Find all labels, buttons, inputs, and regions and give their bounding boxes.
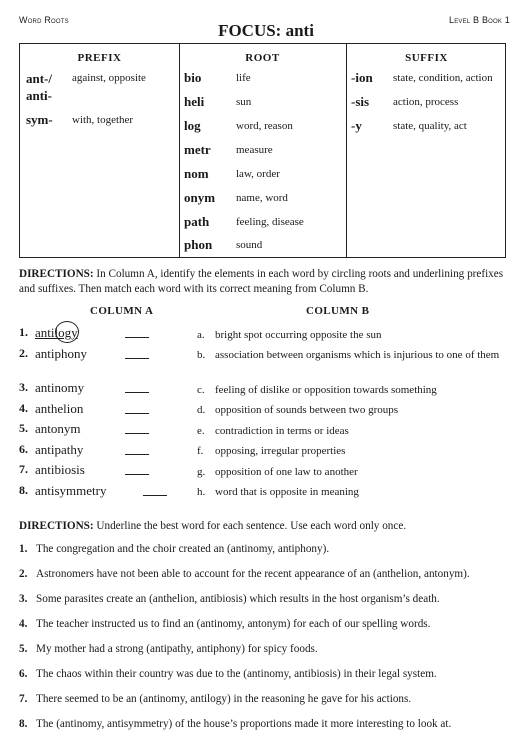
column-b-header: COLUMN B	[306, 305, 370, 317]
item-letter: g.	[197, 466, 206, 478]
sentence-text: Astronomers have not been able to account for the recent appearance of an (anthelion, antonym).	[36, 568, 470, 580]
table-divider	[179, 44, 180, 257]
root-header: ROOT	[245, 52, 280, 64]
root-part: path	[184, 214, 210, 229]
sentence-number: 6.	[19, 668, 28, 680]
root-part: phon	[184, 237, 213, 252]
answer-blank[interactable]	[125, 380, 149, 393]
definition: opposition of sounds between two groups	[215, 404, 399, 416]
answer-blank[interactable]	[143, 483, 167, 496]
sentence-number: 4.	[19, 618, 28, 630]
column-a-header: COLUMN A	[90, 305, 154, 317]
prefix-header: PREFIX	[77, 52, 122, 64]
prefix-meaning: with, together	[72, 114, 134, 126]
root-part: metr	[184, 142, 211, 157]
root-meaning: life	[236, 72, 251, 84]
item-number: 1.	[19, 325, 28, 339]
item-letter: a.	[197, 329, 205, 341]
sentence-text: The chaos within their country was due to the (antinomy, antibiosis) in their legal system.	[36, 668, 437, 680]
item-letter: e.	[197, 425, 205, 437]
word: antisymmetry	[35, 483, 107, 498]
item-letter: f.	[197, 445, 204, 457]
worksheet-series-label: Word Roots	[19, 15, 69, 25]
root-part: heli	[184, 94, 205, 109]
sentence-number: 5.	[19, 643, 28, 655]
sentence-text: There seemed to be an (antinomy, antilogy) in the reasoning he gave for his actions.	[36, 693, 412, 705]
word: antibiosis	[35, 462, 85, 477]
directions-text: Underline the best word for each sentence. Use each word only once.	[93, 520, 407, 532]
prefix-part: ant-/ anti-	[26, 71, 52, 103]
sentence-number: 2.	[19, 568, 28, 580]
sentence-number: 8.	[19, 718, 28, 730]
sentence-text: The (antinomy, antisymmetry) of the house’s proportions made it more interesting to look at.	[36, 718, 452, 730]
word: antiphony	[35, 346, 87, 361]
answer-blank[interactable]	[125, 421, 149, 434]
root-circle-mark	[55, 321, 79, 343]
answer-blank[interactable]	[125, 442, 149, 455]
suffix-header: SUFFIX	[405, 52, 448, 64]
root-meaning: feeling, disease	[236, 216, 304, 228]
matching-directions	[19, 267, 509, 297]
item-number: 5.	[19, 421, 28, 435]
definition: association between organisms which is injurious to one of them	[215, 349, 500, 361]
sentence-text: The congregation and the choir created an (antinomy, antiphony).	[36, 543, 330, 555]
word-antilogy: antilogy	[35, 325, 78, 340]
item-number: 4.	[19, 401, 28, 415]
sentence-text: My mother had a strong (antipathy, antiphony) for spicy foods.	[36, 643, 318, 655]
prefix-meaning: against, opposite	[72, 72, 146, 84]
root-meaning: name, word	[236, 192, 288, 204]
definition: bright spot occurring opposite the sun	[215, 329, 382, 341]
root-part: log	[184, 118, 201, 133]
sentence-text: Some parasites create an (anthelion, antibiosis) which results in the host organism’s death.	[36, 593, 440, 605]
root-meaning: law, order	[236, 168, 280, 180]
item-letter: h.	[197, 486, 206, 498]
root-meaning: sound	[236, 239, 263, 251]
suffix-meaning: state, condition, action	[393, 72, 493, 84]
item-letter: b.	[197, 349, 206, 361]
item-number: 8.	[19, 483, 28, 497]
worksheet-level-label: Level B Book 1	[449, 15, 510, 25]
word: antonym	[35, 421, 81, 436]
table-divider	[346, 44, 347, 257]
suffix-meaning: state, quality, act	[393, 120, 467, 132]
word: antinomy	[35, 380, 85, 395]
sentence-number: 3.	[19, 593, 28, 605]
word: antipathy	[35, 442, 84, 457]
item-number: 3.	[19, 380, 28, 394]
root-part: onym	[184, 190, 216, 205]
root-meaning: measure	[236, 144, 273, 156]
root-meaning: word, reason	[236, 120, 293, 132]
directions-label: DIRECTIONS:	[19, 520, 94, 532]
word-parts-table	[19, 43, 506, 258]
root-meaning: sun	[236, 96, 252, 108]
definition: word that is opposite in meaning	[215, 486, 359, 498]
sentence-directions	[19, 519, 509, 534]
item-number: 7.	[19, 462, 28, 476]
sentence-text: The teacher instructed us to find an (antinomy, antonym) for each of our spelling words.	[36, 618, 431, 630]
definition: contradiction in terms or ideas	[215, 425, 349, 437]
definition: opposition of one law to another	[215, 466, 358, 478]
item-number: 2.	[19, 346, 28, 360]
prefix-part: sym-	[26, 112, 53, 127]
definition: opposing, irregular properties	[215, 445, 346, 457]
item-letter: c.	[197, 384, 205, 396]
suffix-part: -sis	[351, 94, 370, 109]
word: anthelion	[35, 401, 84, 416]
answer-blank[interactable]	[125, 325, 149, 338]
suffix-part: -y	[351, 118, 362, 133]
answer-blank[interactable]	[125, 346, 149, 359]
root-part: nom	[184, 166, 209, 181]
item-number: 6.	[19, 442, 28, 456]
sentence-number: 1.	[19, 543, 28, 555]
sentence-number: 7.	[19, 693, 28, 705]
page-title: FOCUS: anti	[218, 21, 314, 40]
suffix-meaning: action, process	[393, 96, 459, 108]
answer-blank[interactable]	[125, 462, 149, 475]
item-letter: d.	[197, 404, 206, 416]
root-part: bio	[184, 70, 202, 85]
definition: feeling of dislike or opposition towards something	[215, 384, 437, 396]
answer-blank[interactable]	[125, 401, 149, 414]
directions-label: DIRECTIONS:	[19, 268, 94, 280]
suffix-part: -ion	[351, 70, 373, 85]
directions-text: In Column A, identify the elements in each word by circling roots and underlining prefixes and suffixes. Then match each word with its correct meaning from Column B.	[19, 268, 504, 295]
